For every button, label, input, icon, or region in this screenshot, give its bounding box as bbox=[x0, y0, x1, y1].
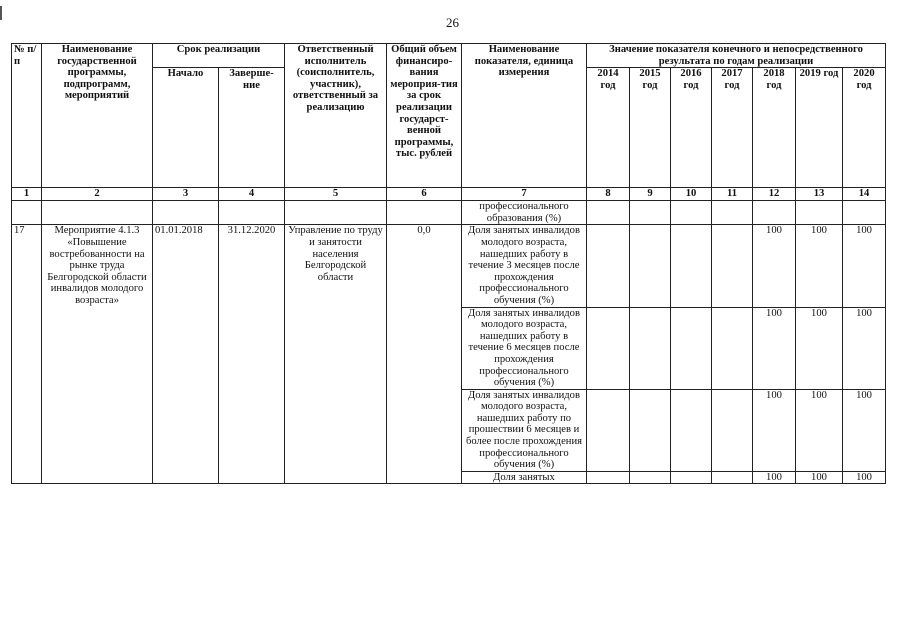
col-number: 14 bbox=[843, 188, 886, 201]
indicator-value-2020: 100 bbox=[843, 307, 886, 389]
header-year-2020: 2020 год bbox=[843, 68, 886, 188]
header-executor: Ответственный исполнитель (соисполнитель, участник), ответственный за реализацию bbox=[285, 44, 387, 188]
col-number: 11 bbox=[712, 188, 753, 201]
column-number-row bbox=[12, 188, 886, 201]
col-number: 10 bbox=[671, 188, 712, 201]
header-year-2014: 2014 год bbox=[587, 68, 630, 188]
indicator-value-2018: 100 bbox=[753, 471, 796, 484]
measure-start: 01.01.2018 bbox=[153, 225, 219, 484]
header-year-2016: 2016 год bbox=[671, 68, 712, 188]
indicator-value-2019: 100 bbox=[796, 225, 843, 307]
indicator-text: Доля занятых bbox=[462, 471, 587, 484]
carry-over-row bbox=[12, 201, 886, 225]
col-number: 13 bbox=[796, 188, 843, 201]
header-year-2019: 2019 год bbox=[796, 68, 843, 188]
header-name: Наименование государственной программы, подпрограмм, мероприятий bbox=[42, 44, 153, 188]
header-volume: Общий объем финансиро-вания мероприя-тия за срок реализации государст-венной программы, тыс. рублей bbox=[387, 44, 462, 188]
indicator-value-2020: 100 bbox=[843, 389, 886, 471]
measure-row bbox=[12, 225, 886, 307]
col-number: 9 bbox=[630, 188, 671, 201]
col-number: 5 bbox=[285, 188, 387, 201]
carry-over-text: профессионального образования (%) bbox=[462, 201, 587, 225]
measure-num: 17 bbox=[12, 225, 42, 484]
indicator-text: Доля занятых инвалидов молодого возраста, нашедших работу в течение 3 месяцев после прохождения профессионального обучения (%) bbox=[462, 225, 587, 307]
indicator-value-2018: 100 bbox=[753, 307, 796, 389]
indicator-value-2018: 100 bbox=[753, 389, 796, 471]
col-number: 3 bbox=[153, 188, 219, 201]
header-period: Срок реализации bbox=[153, 44, 285, 68]
header-values-group: Значение показателя конечного и непосредственного результата по годам реализации bbox=[587, 44, 886, 68]
col-number: 1 bbox=[12, 188, 42, 201]
header-year-2017: 2017 год bbox=[712, 68, 753, 188]
header-start: Начало bbox=[153, 68, 219, 188]
header-row-1 bbox=[12, 44, 886, 68]
indicator-text: Доля занятых инвалидов молодого возраста, нашедших работу в течение 6 месяцев после прохождения профессионального обучения (%) bbox=[462, 307, 587, 389]
measure-volume: 0,0 bbox=[387, 225, 462, 484]
col-number: 2 bbox=[42, 188, 153, 201]
header-end: Заверше-ние bbox=[219, 68, 285, 188]
indicator-text: Доля занятых инвалидов молодого возраста, нашедших работу по прошествии 6 месяцев и более после прохождения профессионального обучения (%) bbox=[462, 389, 587, 471]
col-number: 7 bbox=[462, 188, 587, 201]
indicator-value-2019: 100 bbox=[796, 389, 843, 471]
col-number: 12 bbox=[753, 188, 796, 201]
col-number: 8 bbox=[587, 188, 630, 201]
col-number: 6 bbox=[387, 188, 462, 201]
col-number: 4 bbox=[219, 188, 285, 201]
measure-executor: Управление по труду и занятости населения Белгородской области bbox=[285, 225, 387, 484]
indicator-value-2019: 100 bbox=[796, 471, 843, 484]
header-year-2015: 2015 год bbox=[630, 68, 671, 188]
header-num: № п/п bbox=[12, 44, 42, 188]
header-indicator: Наименование показателя, единица измерения bbox=[462, 44, 587, 188]
program-table bbox=[11, 43, 886, 484]
indicator-value-2019: 100 bbox=[796, 307, 843, 389]
header-year-2018: 2018 год bbox=[753, 68, 796, 188]
page-number: 26 bbox=[446, 15, 459, 30]
measure-end: 31.12.2020 bbox=[219, 225, 285, 484]
measure-name: Мероприятие 4.1.3 «Повышение востребованности на рынке труда Белгородской области инвалидов молодого возраста» bbox=[42, 225, 153, 484]
indicator-value-2020: 100 bbox=[843, 471, 886, 484]
indicator-value-2018: 100 bbox=[753, 225, 796, 307]
indicator-value-2020: 100 bbox=[843, 225, 886, 307]
